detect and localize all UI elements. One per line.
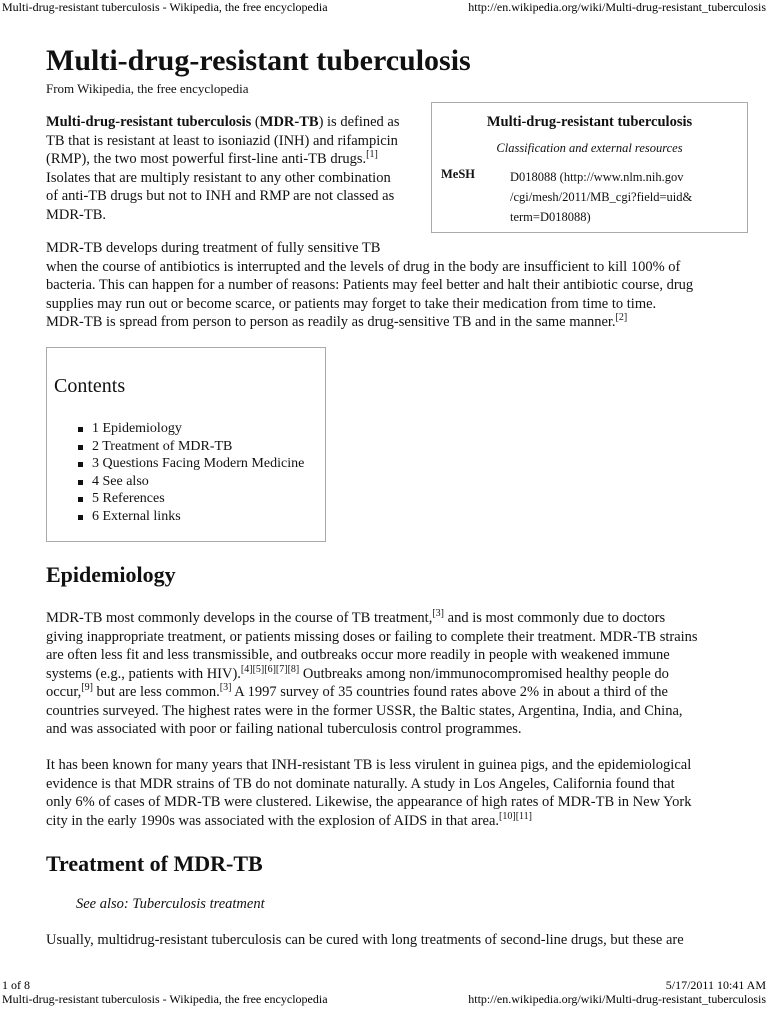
citation-link[interactable]: [9] xyxy=(81,682,93,694)
print-header-title: Multi-drug-resistant tuberculosis - Wikipedia, the free encyclopedia xyxy=(2,0,328,14)
toc-list xyxy=(78,420,304,526)
print-footer-url: http://en.wikipedia.org/wiki/Multi-drug-resistant_tuberculosis xyxy=(468,992,766,1006)
intro-paragraph: Multi-drug-resistant tuberculosis (MDR-TB) is defined as TB that is resistant at least to isoniazid (INH) and rifampicin (RMP), the two most powerful first-line anti-TB drugs.[1] Isolates that are multiply resistant to any other combination of anti-TB drugs but not to INH and RMP are not classed as MDR-TB. xyxy=(46,114,400,223)
toc-item-references[interactable]: 5 References xyxy=(78,490,304,508)
infobox-subtitle: Classification and external resources xyxy=(496,141,683,155)
infobox-mesh-link[interactable]: D018088 (http://www.nlm.nih.gov /cgi/mesh/2011/MB_cgi?field=uid& term=D018088) xyxy=(510,170,693,224)
toc-item-treatment[interactable]: 2 Treatment of MDR-TB xyxy=(78,438,304,456)
toc-item-see-also[interactable]: 4 See also xyxy=(78,473,304,491)
citation-link[interactable]: [10][11] xyxy=(499,810,532,822)
citation-link[interactable]: [3] xyxy=(219,682,232,694)
paragraph-treatment: Usually, multidrug-resistant tuberculosis can be cured with long treatments of second-line drugs, but these are xyxy=(46,932,684,948)
page-subtitle: From Wikipedia, the free encyclopedia xyxy=(46,81,249,96)
citation-link[interactable]: [3] xyxy=(432,608,445,620)
citation-link[interactable]: [1] xyxy=(366,149,378,161)
page-title: Multi-drug-resistant tuberculosis xyxy=(46,44,471,77)
infobox-title: Multi-drug-resistant tuberculosis xyxy=(486,114,693,130)
toc-item-epidemiology[interactable]: 1 Epidemiology xyxy=(78,420,304,438)
print-footer-page-count: 1 of 8 xyxy=(2,978,30,992)
paragraph-epidemiology-1: MDR-TB most commonly develops in the course of TB treatment,[3] and is most commonly due to doctors giving inappropriate treatment, or patients missing doses or failing to complete their treatment. MDR-TB strains are often less fit and less transmissible, and outbreaks occur more readily in people with weakened immune systems (e.g., patients with HIV).[4][5][6][7][8] Outbreaks among non/immunocompromised healthy people do occur,[9] but are less common.[3] A 1997 survey of 35 countries found rates above 2% in about a third of the countries surveyed. The highest rates were in the former USSR, the Baltic states, Argentina, India, and China, and was associated with poor or failing national tuberculosis control programmes. xyxy=(46,608,698,737)
heading-treatment: Treatment of MDR-TB xyxy=(46,851,263,876)
table-of-contents xyxy=(46,347,326,542)
infobox xyxy=(431,102,748,233)
intro-term: Multi-drug-resistant tuberculosis xyxy=(46,114,252,130)
print-footer-datetime: 5/17/2011 10:41 AM xyxy=(665,978,766,992)
heading-epidemiology: Epidemiology xyxy=(46,562,176,587)
citation-link[interactable]: [4][5][6][7][8] xyxy=(240,663,300,675)
toc-item-external-links[interactable]: 6 External links xyxy=(78,508,304,526)
citation-link[interactable]: [2] xyxy=(615,312,628,324)
print-header-url: http://en.wikipedia.org/wiki/Multi-drug-resistant_tuberculosis xyxy=(468,0,766,14)
toc-item-questions[interactable]: 3 Questions Facing Modern Medicine xyxy=(78,455,304,473)
paragraph-epidemiology-2: It has been known for many years that INH-resistant TB is less virulent in guinea pigs, and the epidemiological evidence is that MDR strains of TB do not dominate naturally. A study in Los Angeles, California found that only 6% of cases of MDR-TB were clustered. Likewise, the appearance of high rates of MDR-TB in New York city in the early 1990s was associated with the explosion of AIDS in that area.[10][11] xyxy=(46,757,692,829)
intro-abbr: MDR-TB xyxy=(259,114,319,130)
paragraph-development: MDR-TB develops during treatment of fully sensitive TB when the course of antibiotics is interrupted and the levels of drug in the body are insufficient to kill 100% of bacteria. This can happen for a number of reasons: Patients may feel better and halt their antibiotic course, drug supplies may run out or become scarce, or patients may forget to take their medication from time to time. MDR-TB is spread from person to person as readily as drug-sensitive TB and in the same manner.[2] xyxy=(46,240,694,330)
infobox-mesh-label: MeSH xyxy=(441,167,476,181)
see-also-link[interactable]: See also: Tuberculosis treatment xyxy=(76,896,265,912)
toc-title: Contents xyxy=(54,375,126,397)
print-footer-title: Multi-drug-resistant tuberculosis - Wikipedia, the free encyclopedia xyxy=(2,992,328,1006)
